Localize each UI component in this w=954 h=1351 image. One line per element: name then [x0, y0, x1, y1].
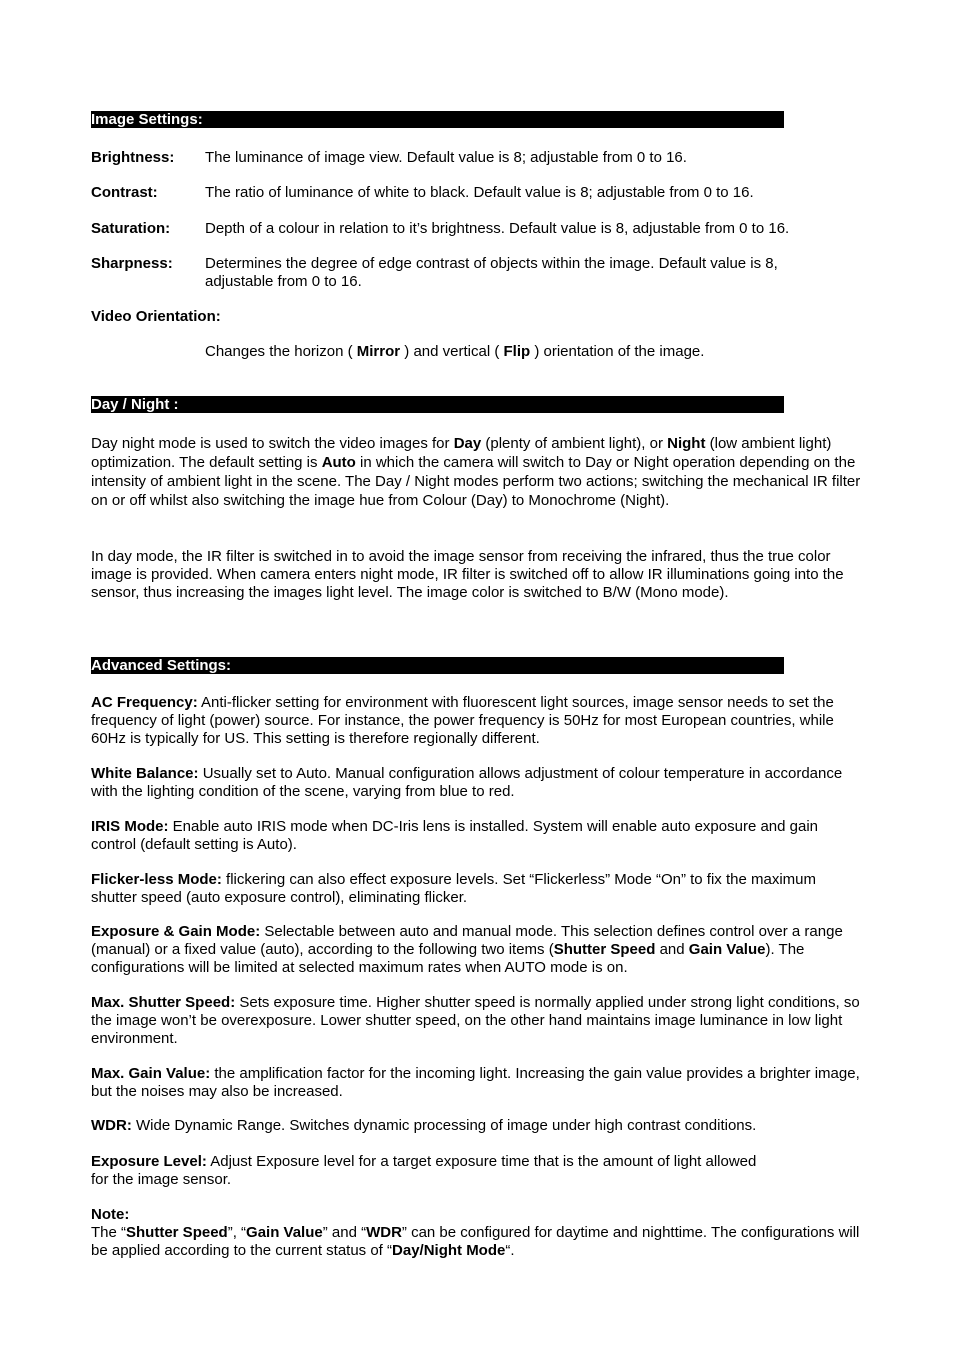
white-balance-term: White Balance: [91, 765, 199, 782]
dn-p1-night: Night [667, 435, 706, 452]
day-night-paragraph-2: In day mode, the IR filter is switched in to avoid the image sensor from receiving the infrared, thus the true color image is provided. When camera enters night mode, IR filter is switched off to allow IR illuminations going into the sensor, thus increasing the images light level. The image color is switched to B/W (Mono mode). [91, 548, 844, 601]
eg-gain-value: Gain Value [688, 941, 766, 958]
saturation-definition: Depth of a colour in relation to it’s brightness. Default value is 8, adjustable from 0 to 16. [205, 220, 790, 237]
exposure-level-text-1: Adjust Exposure level for a target exposure time that is the amount of light allowed [206, 1153, 757, 1170]
max-gain-paragraph [91, 1065, 866, 1101]
iris-mode-term: IRIS Mode: [91, 818, 169, 835]
white-balance-paragraph [91, 765, 866, 801]
iris-mode-text: Enable auto IRIS mode when DC-Iris lens is installed. System will enable auto exposure and gain control (default setting is Auto). [91, 818, 819, 853]
exposure-level-line2: for the image sensor. [91, 1171, 232, 1188]
exposure-gain-paragraph [91, 923, 866, 977]
eg-shutter-speed: Shutter Speed [553, 941, 656, 958]
note-t3: ” and “ [322, 1224, 367, 1241]
brightness-term: Brightness: [91, 149, 175, 166]
eg-t1: Selectable between auto and manual mode. This selection defines control over a range (manual) or a fixed value (auto), according to the following two items ( [91, 923, 843, 958]
day-night-header [91, 396, 784, 413]
vo-text-3: ) orientation of the image. [530, 343, 705, 360]
max-shutter-paragraph [91, 994, 866, 1048]
vo-text-1: Changes the horizon ( [205, 343, 357, 360]
advanced-settings-header-text: Advanced Settings: [91, 657, 232, 674]
exposure-level-line1 [91, 1153, 866, 1171]
advanced-settings-header [91, 657, 784, 674]
note-shutter-speed: Shutter Speed [126, 1224, 228, 1241]
flicker-less-paragraph [91, 871, 866, 907]
day-night-header-text: Day / Night : [91, 396, 179, 413]
ac-frequency-term: AC Frequency: [91, 694, 198, 711]
wdr-text: Wide Dynamic Range. Switches dynamic processing of image under high contrast conditions. [131, 1117, 757, 1134]
dn-p1-t1: Day night mode is used to switch the video images for [91, 435, 454, 452]
vo-mirror: Mirror [356, 343, 401, 360]
note-wdr: WDR [366, 1224, 402, 1241]
note-paragraph [91, 1206, 866, 1260]
note-day-night-mode: Day/Night Mode [392, 1242, 506, 1259]
flicker-less-text: flickering can also effect exposure levels. Set “Flickerless” Mode “On” to fix the maximum shutter speed (auto exposure control), eliminating flicker. [91, 871, 816, 906]
dn-p1-day: Day [453, 435, 482, 452]
exposure-level-paragraph [91, 1153, 866, 1189]
dn-p1-t2: (plenty of ambient light), or [481, 435, 668, 452]
note-t2: ”, “ [227, 1224, 247, 1241]
image-settings-header-text: Image Settings: [91, 111, 203, 128]
max-shutter-term: Max. Shutter Speed: [91, 994, 236, 1011]
video-orientation-definition [205, 343, 865, 361]
note-gain-value: Gain Value [246, 1224, 323, 1241]
vo-flip: Flip [503, 343, 531, 360]
ac-frequency-text: Anti-flicker setting for environment with fluorescent light sources, image sensor needs to set the frequency of light (power) source. For instance, the power frequency is 50Hz for most European countries, while 60Hz is typically for US. This setting is therefore regionally different. [91, 694, 834, 747]
image-settings-header [91, 111, 784, 128]
dn-p1-auto: Auto [321, 454, 356, 471]
eg-t2: and [655, 941, 689, 958]
max-gain-term: Max. Gain Value: [91, 1065, 211, 1082]
contrast-term: Contrast: [91, 184, 158, 201]
sharpness-definition-line2: adjustable from 0 to 16. [205, 273, 362, 290]
note-t4: ” can be configured for daytime and nighttime. The configurations will be applied according to the current status of “ [91, 1224, 860, 1259]
saturation-term: Saturation: [91, 220, 171, 237]
sharpness-definition-line1: Determines the degree of edge contrast of objects within the image. Default value is 8, [205, 255, 778, 272]
note-term [91, 1206, 866, 1224]
note-t5: “. [505, 1242, 515, 1259]
exposure-level-term: Exposure Level: [91, 1153, 207, 1170]
max-gain-text: the amplification factor for the incoming light. Increasing the gain value provides a brighter image, but the noises may also be increased. [91, 1065, 860, 1100]
note-body [91, 1224, 866, 1260]
eg-t3: ). The configurations will be limited at selected maximum rates when AUTO mode is on. [91, 941, 805, 976]
note-term-text: Note: [91, 1206, 130, 1223]
sharpness-definition [205, 255, 865, 291]
video-orientation-term: Video Orientation: [91, 308, 221, 325]
exposure-gain-term: Exposure & Gain Mode: [91, 923, 261, 940]
day-night-paragraph-1 [91, 434, 866, 510]
wdr-paragraph [91, 1117, 866, 1135]
ac-frequency-paragraph [91, 694, 866, 748]
wdr-term: WDR: [91, 1117, 132, 1134]
white-balance-text: Usually set to Auto. Manual configuration allows adjustment of colour temperature in accordance with the lighting condition of the scene, varying from blue to red. [91, 765, 843, 800]
flicker-less-term: Flicker-less Mode: [91, 871, 222, 888]
max-shutter-text: Sets exposure time. Higher shutter speed is normally applied under strong light conditions, so the image won’t be overexposure. Lower shutter speed, on the other hand maintains image luminance in low light environment. [91, 994, 860, 1047]
note-t1: The “ [91, 1224, 127, 1241]
vo-text-2: ) and vertical ( [400, 343, 504, 360]
brightness-definition: The luminance of image view. Default value is 8; adjustable from 0 to 16. [205, 149, 687, 166]
iris-mode-paragraph [91, 818, 866, 854]
dn-p1-t4: in which the camera will switch to Day or Night operation depending on the intensity of ambient light in the scene. The Day / Night modes perform two actions; switching the mechanical IR filter on or off whilst also switching the image hue from Colour (Day) to Monochrome (Night). [91, 454, 861, 509]
dn-p1-t3: (low ambient light) optimization. The default setting is [91, 435, 832, 471]
sharpness-term: Sharpness: [91, 255, 173, 272]
contrast-definition: The ratio of luminance of white to black. Default value is 8; adjustable from 0 to 16. [205, 184, 754, 201]
